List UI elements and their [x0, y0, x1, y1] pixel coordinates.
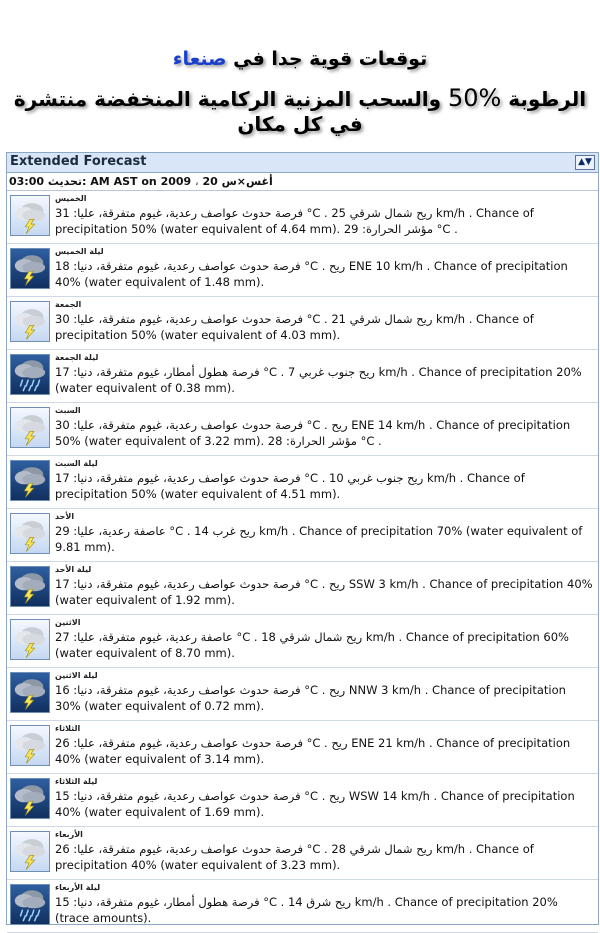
forecast-period: ليلة الثلاثاء: [55, 777, 98, 786]
forecast-row: [7, 774, 598, 827]
forecast-period: ليلة الأربعاء: [55, 883, 101, 892]
headline-humidity-percent: 50%: [447, 84, 502, 112]
forecast-period: الاثنين: [55, 618, 81, 627]
forecast-period: الثلاثاء: [55, 724, 81, 733]
forecast-description: 27 :عاصفة رعدية، غيوم متفرقة، عليا °C . 18 ريح شمال شرقي km/h . Chance of precipitation 60% (water equivalent of 8.70 mm).: [55, 630, 569, 660]
headline-line-1: [0, 48, 600, 70]
forecast-description: 26 :فرصة حدوث عواصف رعدية، غيوم متفرقة، عليا °C . 28 ريح شمال شرقي km/h . Chance of precipitation 40% (water equivalent of 3.23 mm).: [55, 842, 534, 872]
forecast-description: 15 :فرصة هطول أمطار، غيوم متفرقة، دنيا °C . 14 ريح شرق km/h . Chance of precipitation 20% (trace amounts).: [55, 895, 558, 925]
headline-city: صنعاء: [172, 48, 227, 70]
forecast-row: [7, 403, 598, 456]
thunderstorm-day-icon: [10, 195, 50, 236]
thunderstorm-day-icon: [10, 301, 50, 342]
forecast-description: 30 :فرصة حدوث عواصف رعدية، غيوم متفرقة، عليا °C . ريح ENE 14 km/h . Chance of precipitation 50% (water equivalent of 3.22 mm). 28 :مؤشر الحرارة °C .: [55, 418, 571, 448]
updated-day: 20: [202, 175, 218, 188]
forecast-row: [7, 668, 598, 721]
forecast-period: ليلة الاثنين: [55, 671, 98, 680]
forecast-row: [7, 456, 598, 509]
thunderstorm-day-icon: [10, 407, 50, 448]
forecast-row: [7, 509, 598, 562]
forecast-description: 29 :عاصفة رعدية، عليا °C . 14 ريح غرب km/h . Chance of precipitation 70% (water equivalent of 9.81 mm).: [55, 524, 583, 554]
collapse-arrows-icon[interactable]: ▲▼: [575, 155, 595, 170]
rain-night-icon: [10, 354, 50, 395]
forecast-period: السبت: [55, 406, 81, 415]
forecast-row: [7, 350, 598, 403]
forecast-list: [7, 191, 598, 933]
forecast-period: ليلة السبت: [55, 459, 98, 468]
updated-month: أغس×س: [221, 175, 273, 188]
headline-humidity-label: الرطوبة: [508, 87, 587, 111]
forecast-description: 16 :فرصة حدوث عواصف رعدية، غيوم متفرقة، دنيا °C . ريح NNW 3 km/h . Chance of precipitation 30% (water equivalent of 0.72 mm).: [55, 683, 566, 713]
forecast-row: [7, 721, 598, 774]
updated-label: تحديث:: [47, 175, 87, 188]
panel-header: [7, 153, 598, 173]
forecast-description: 17 :فرصة حدوث عواصف رعدية، غيوم متفرقة، دنيا °C . 10 ريح جنوب غربي km/h . Chance of precipitation 50% (water equivalent of 4.51 mm).: [55, 471, 525, 501]
forecast-row: [7, 615, 598, 668]
forecast-description: 31 :فرصة حدوث عواصف رعدية، غيوم متفرقة، عليا °C . 25 ريح شمال شرقي km/h . Chance of precipitation 50% (water equivalent of 4.64 mm). 29 :مؤشر الحرارة °C .: [55, 206, 534, 236]
forecast-row: [7, 562, 598, 615]
thunderstorm-night-icon: [10, 672, 50, 713]
thunderstorm-day-icon: [10, 831, 50, 872]
forecast-row: [7, 244, 598, 297]
thunderstorm-night-icon: [10, 460, 50, 501]
thunderstorm-night-icon: [10, 566, 50, 607]
forecast-period: الأربعاء: [55, 830, 83, 839]
thunderstorm-day-icon: [10, 513, 50, 554]
forecast-period: الخميس: [55, 194, 87, 203]
forecast-description: 15 :فرصة حدوث عواصف رعدية، غيوم متفرقة، دنيا °C . ريح WSW 14 km/h . Chance of precipitation 40% (water equivalent of 1.69 mm).: [55, 789, 575, 819]
forecast-row: [7, 191, 598, 244]
forecast-row: [7, 880, 598, 933]
thunderstorm-night-icon: [10, 248, 50, 289]
headline-clouds-text: والسحب المزنية الركامية المنخفضة منتشرة في كل مكان: [13, 87, 441, 136]
thunderstorm-night-icon: [10, 778, 50, 819]
rain-night-icon: [10, 884, 50, 925]
last-updated: 03:00 تحديث: AM AST on 2009 ، 20 أغس×س: [7, 173, 598, 191]
updated-time: 03:00: [9, 175, 45, 188]
forecast-description: 18 :فرصة حدوث عواصف رعدية، غيوم متفرقة، دنيا °C . ريح ENE 10 km/h . Chance of precipitation 40% (water equivalent of 1.48 mm).: [55, 259, 568, 289]
thunderstorm-day-icon: [10, 619, 50, 660]
forecast-period: ليلة الأحد: [55, 565, 92, 574]
forecast-period: ليلة الخميس: [55, 247, 104, 256]
forecast-period: ليلة الجمعة: [55, 353, 99, 362]
thunderstorm-day-icon: [10, 725, 50, 766]
updated-date: AM AST on 2009: [90, 175, 192, 188]
headline-prefix: توقعات قوية جدا في: [233, 48, 428, 70]
panel-title: Extended Forecast: [10, 154, 147, 169]
forecast-row: [7, 297, 598, 350]
forecast-period: الجمعة: [55, 300, 82, 309]
forecast-description: 30 :فرصة حدوث عواصف رعدية، غيوم متفرقة، عليا °C . 21 ريح شمال شرقي km/h . Chance of precipitation 50% (water equivalent of 4.03 mm).: [55, 312, 534, 342]
extended-forecast-panel: [6, 152, 599, 925]
headline-line-2: [0, 84, 600, 136]
forecast-row: [7, 827, 598, 880]
forecast-period: الأحد: [55, 512, 75, 521]
forecast-description: 17 :فرصة هطول أمطار، غيوم متفرقة، دنيا °C . 7 ريح جنوب غربي km/h . Chance of precipitation 20% (water equivalent of 0.38 mm).: [55, 365, 582, 395]
forecast-description: 17 :فرصة حدوث عواصف رعدية، غيوم متفرقة، دنيا °C . ريح SSW 3 km/h . Chance of precipitation 40% (water equivalent of 1.92 mm).: [55, 577, 593, 607]
forecast-description: 26 :فرصة حدوث عواصف رعدية، غيوم متفرقة، عليا °C . ريح ENE 21 km/h . Chance of precipitation 40% (water equivalent of 3.14 mm).: [55, 736, 571, 766]
